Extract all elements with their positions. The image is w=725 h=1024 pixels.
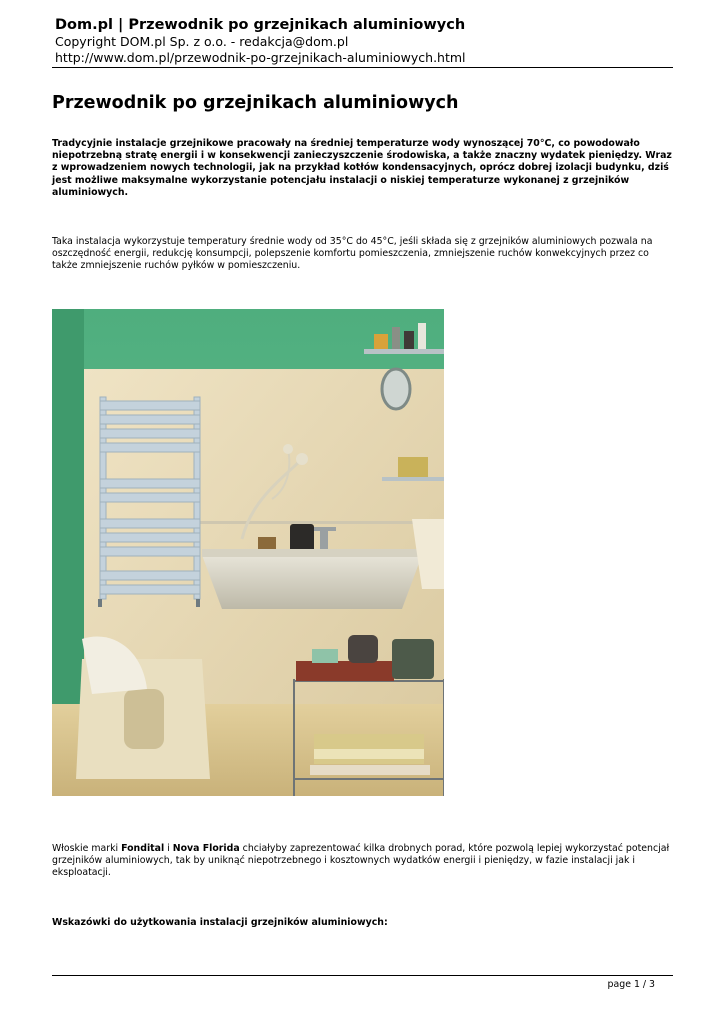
article-title: Przewodnik po grzejnikach aluminiowych bbox=[52, 93, 459, 113]
document-header bbox=[55, 16, 675, 66]
footer-divider bbox=[52, 975, 673, 976]
article-lead: Tradycyjnie instalacje grzejnikowe pracowały na średniej temperaturze wody wynoszącej 70°C, co powodowało niepotrzebną stratę energii i w konsekwencji zanieczyszczenie środowiska, a także znaczny wydatek pieniędzy. Wraz z wprowadzeniem nowych technologii, jak na przykład kotłów kondensacyjnych, oprócz dobrej izolacji budynku, dziś jest możliwe maksymalne wykorzystanie potencjału instalacji o niskiej temperaturze wykonanej z grzejników aluminiowych. bbox=[52, 138, 672, 198]
tips-subheading: Wskazówki do użytkowania instalacji grzejników aluminiowych: bbox=[52, 917, 388, 928]
header-divider bbox=[52, 67, 673, 68]
paragraph-text: i bbox=[164, 843, 173, 854]
header-copyright: Copyright DOM.pl Sp. z o.o. - redakcja@dom.pl bbox=[55, 34, 349, 49]
article-paragraph-1: Taka instalacja wykorzystuje temperatury średnie wody od 35°C do 45°C, jeśli składa się z grzejników aluminiowych pozwala na oszczędność energii, redukcję konsumpcji, polepszenie komfortu pomieszczenia, zmniejszenie ruchów konwekcyjnych przez co także zmniejszenie ruchów pyłków w pomieszczeniu. bbox=[52, 236, 653, 272]
bathroom-photo bbox=[52, 309, 444, 796]
paragraph-text: Włoskie marki bbox=[52, 843, 122, 854]
header-url[interactable]: http://www.dom.pl/przewodnik-po-grzejnikach-aluminiowych.html bbox=[55, 50, 466, 65]
article-paragraph-2 bbox=[52, 843, 677, 880]
brand-fondital: Fondital bbox=[121, 843, 165, 854]
header-title: Dom.pl | Przewodnik po grzejnikach aluminiowych bbox=[55, 17, 466, 33]
brand-nova-florida: Nova Florida bbox=[172, 843, 240, 854]
page-number: page 1 / 3 bbox=[607, 979, 655, 990]
paragraph-text: chciałyby zaprezentować kilka drobnych porad, które pozwolą lepiej wykorzystać potencjał grzejników aluminiowych, tak by uniknąć niepotrzebnego i kosztownych wydatków energii i pieniędzy, w fazie instalacji jak i eksploatacji. bbox=[52, 843, 670, 879]
